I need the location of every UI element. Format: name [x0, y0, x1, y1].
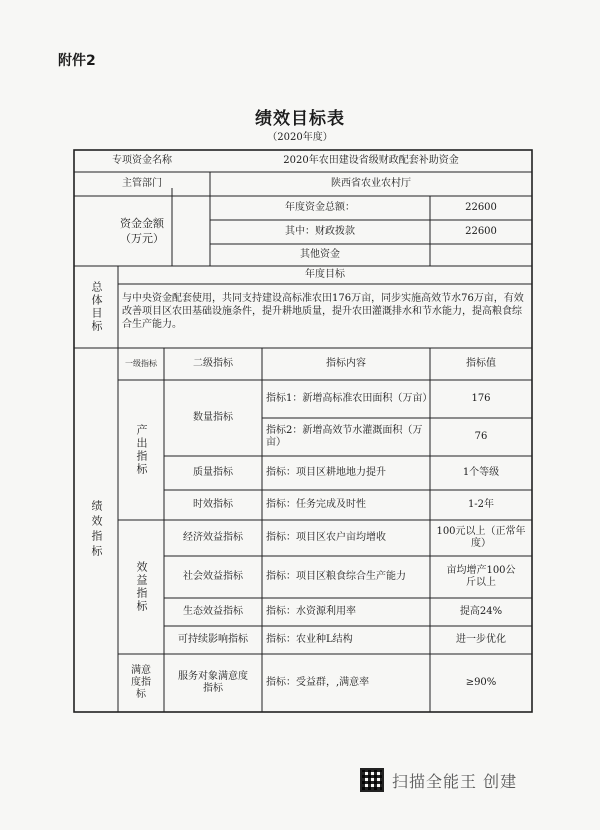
- item-value-1: 176: [471, 393, 491, 404]
- item-value-4: 1-2年: [467, 499, 495, 510]
- qr-code-icon: [360, 768, 384, 792]
- header-level1: 一级指标: [125, 359, 157, 368]
- amount-label: 资金金额 （万元）: [120, 217, 164, 245]
- other-label: 其他资金: [300, 249, 340, 260]
- header-value: 指标值: [466, 358, 496, 369]
- level2-quality: 质量指标: [193, 467, 233, 478]
- level2-timeliness: 时效指标: [193, 499, 233, 510]
- item-content-4: 指标：任务完成及时性: [266, 499, 366, 510]
- item-content-3: 指标：项目区耕地地力提升: [266, 467, 386, 478]
- year-subtitle: （2020年度）: [267, 132, 333, 143]
- item-content-9: 指标：受益群，,满意率: [266, 677, 370, 688]
- item-value-3: 1个等级: [462, 467, 500, 478]
- level1-satisfaction: 满意度指标: [131, 665, 151, 700]
- item-content-8: 指标：农业种L结构: [266, 634, 353, 645]
- item-value-7: 提高24%: [459, 606, 503, 617]
- overall-goal-label: 总体目标: [90, 281, 103, 333]
- dept-value: 陕西省农业农村厅: [331, 178, 411, 189]
- other-value: [430, 244, 532, 266]
- level2-quantity: 数量指标: [193, 412, 233, 423]
- item-content-5: 指标：项目区农户亩均增收: [266, 532, 386, 543]
- attachment-label: 附件2: [58, 53, 96, 69]
- watermark-text: 扫描全能王 创建: [392, 771, 518, 791]
- item-value-6: 亩均增产100公斤以上: [446, 565, 516, 588]
- total-label: 年度资金总额：: [285, 202, 355, 213]
- header-level2: 二级指标: [193, 358, 233, 369]
- annual-goal-header: 年度目标: [305, 269, 345, 280]
- level2-social: 社会效益指标: [183, 571, 243, 582]
- item-content-7: 指标：水资源利用率: [266, 606, 356, 617]
- dept-label: 主管部门: [122, 178, 162, 189]
- item-value-8: 进一步优化: [456, 634, 506, 645]
- level1-benefit: 效益指标: [135, 561, 148, 613]
- level1-output: 产出指标: [135, 424, 148, 476]
- total-value: 22600: [465, 202, 497, 213]
- page-title: 绩效目标表: [255, 109, 345, 129]
- item-content-6: 指标：项目区粮食综合生产能力: [266, 571, 406, 582]
- level2-service-satisfaction: 服务对象满意度指标: [178, 671, 248, 694]
- fund-name-value: 2020年农田建设省级财政配套补助资金: [283, 155, 459, 166]
- item-content-2: 指标2：新增高效节水灌溉面积（万亩）: [266, 425, 423, 448]
- item-value-2: 76: [474, 431, 488, 442]
- level2-ecological: 生态效益指标: [183, 606, 243, 617]
- fiscal-value: 22600: [465, 226, 497, 237]
- perf-indicators-label: 绩效指标: [90, 500, 103, 560]
- item-value-5: 100元以上（正常年度）: [436, 526, 526, 549]
- level2-sustainable: 可持续影响指标: [178, 634, 248, 645]
- fund-name-label: 专项资金名称: [112, 155, 172, 166]
- header-content: 指标内容: [326, 358, 366, 369]
- fiscal-label: 其中：财政拨款: [285, 226, 355, 237]
- item-content-1: 指标1：新增高标准农田面积（万亩）: [266, 393, 433, 404]
- item-value-9: ≥90%: [465, 677, 497, 688]
- scanner-watermark: [360, 768, 517, 792]
- level2-economic: 经济效益指标: [183, 532, 243, 543]
- overall-goal-text: 与中央资金配套使用，共同支持建设高标准农田176万亩，同步实施高效节水76万亩，有效改善项目区农田基础设施条件，提升耕地质量，提升农田灌溉排水和节水能力，提高粮食综合生产能力。: [122, 293, 524, 330]
